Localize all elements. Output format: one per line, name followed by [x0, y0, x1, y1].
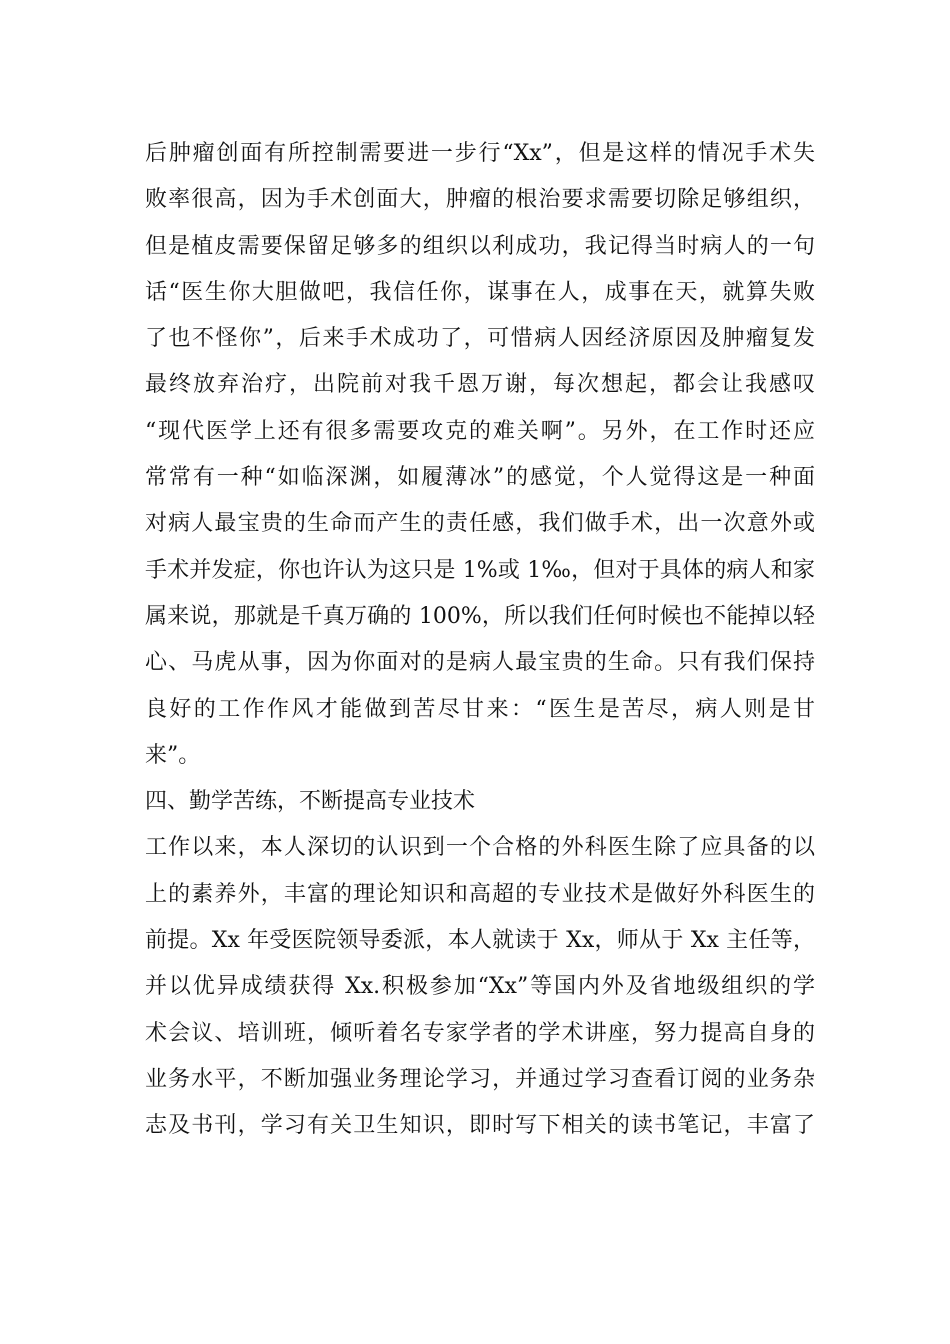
text-line: 最终放弃治疗，出院前对我千恩万谢，每次想起，都会让我感叹 — [145, 372, 815, 398]
text-line: 常常有一种“如临深渊，如履薄冰”的感觉，个人觉得这是一种面 — [145, 465, 815, 491]
text-line: “现代医学上还有很多需要攻克的难关啊”。另外，在工作时还应 — [145, 418, 815, 444]
text-line: 来”。 — [145, 742, 201, 768]
section-heading: 四、勤学苦练，不断提高专业技术 — [145, 789, 476, 815]
text-line: 话“医生你大胆做吧，我信任你，谋事在人，成事在天，就算失败 — [145, 279, 815, 305]
text-line: 败率很高，因为手术创面大，肿瘤的根治要求需要切除足够组织， — [145, 187, 815, 213]
text-line: 后肿瘤创面有所控制需要进一步行“Xx”，但是这样的情况手术失 — [145, 141, 815, 166]
document-body — [145, 131, 815, 1150]
text-line: 志及书刊，学习有关卫生知识，即时写下相关的读书笔记，丰富了 — [145, 1113, 815, 1139]
text-line: 心、马虎从事，因为你面对的是病人最宝贵的生命。只有我们保持 — [145, 650, 815, 676]
text-line: 前提。Xx 年受医院领导委派，本人就读于 Xx，师从于 Xx 主任等， — [145, 928, 815, 954]
text-line: 工作以来，本人深切的认识到一个合格的外科医生除了应具备的以 — [145, 835, 815, 861]
text-line: 上的素养外，丰富的理论知识和高超的专业技术是做好外科医生的 — [145, 881, 815, 907]
text-line: 并以优异成绩获得 Xx.积极参加“Xx”等国内外及省地级组织的学 — [145, 974, 815, 1000]
text-line: 良好的工作作风才能做到苦尽甘来：“医生是苦尽，病人则是甘 — [145, 696, 815, 722]
text-line: 但是植皮需要保留足够多的组织以利成功，我记得当时病人的一句 — [145, 233, 815, 259]
text-line: 术会议、培训班，倾听着名专家学者的学术讲座，努力提高自身的 — [145, 1020, 815, 1046]
text-line: 属来说，那就是千真万确的 100%，所以我们任何时候也不能掉以轻 — [145, 603, 815, 629]
text-line: 了也不怪你”，后来手术成功了，可惜病人因经济原因及肿瘤复发 — [145, 326, 815, 352]
text-line: 业务水平，不断加强业务理论学习，并通过学习查看订阅的业务杂 — [145, 1066, 815, 1092]
text-line: 对病人最宝贵的生命而产生的责任感，我们做手术，出一次意外或 — [145, 511, 815, 537]
text-line: 手术并发症，你也许认为这只是 1%或 1‰，但对于具体的病人和家 — [145, 557, 815, 583]
